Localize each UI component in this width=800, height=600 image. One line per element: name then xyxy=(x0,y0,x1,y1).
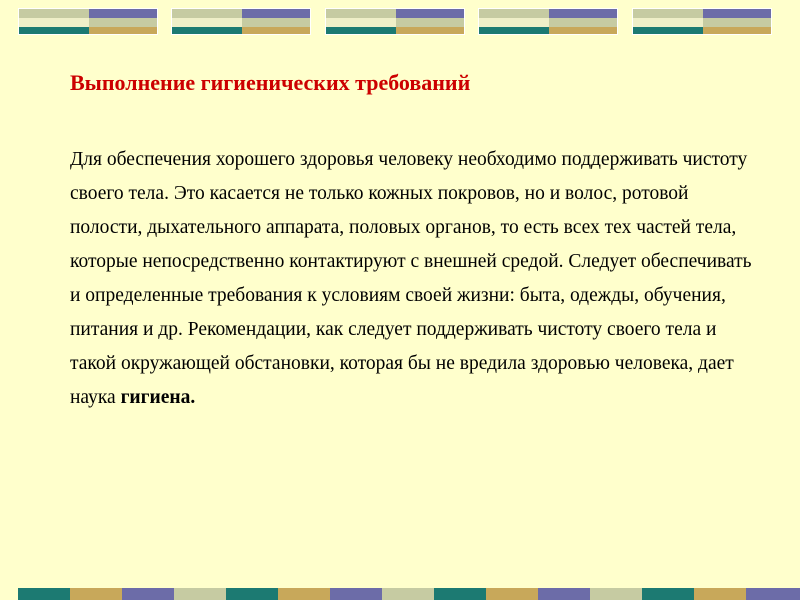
decor-block xyxy=(18,8,158,35)
slide-title: Выполнение гигиенических требований xyxy=(70,70,471,95)
top-decoration xyxy=(0,0,800,40)
decor-block xyxy=(478,8,618,35)
emphasis-term: гигиена. xyxy=(120,387,196,408)
decor-block xyxy=(325,8,465,35)
slide-body-text xyxy=(70,143,760,415)
decor-block xyxy=(171,8,311,35)
body-text: Для обеспечения хорошего здоровья человеку необходимо поддерживать чистоту своего тела. Это касается не только кожных покровов, но и волос, ротовой полости, дыхательного аппарата, половых органов, то есть всех тех частей тела, которые непосредственно контактируют с внешней средой. Следует обеспечивать и определенные требования к условиям своей жизни: быта, одежды, обучения, питания и др. Рекомендации, как следует поддерживать чистоту своего тела и такой окружающей обстановки, которая бы не вредила здоровью человека, дает наука xyxy=(70,149,752,408)
decor-block xyxy=(632,8,772,35)
bottom-decoration xyxy=(0,588,800,600)
